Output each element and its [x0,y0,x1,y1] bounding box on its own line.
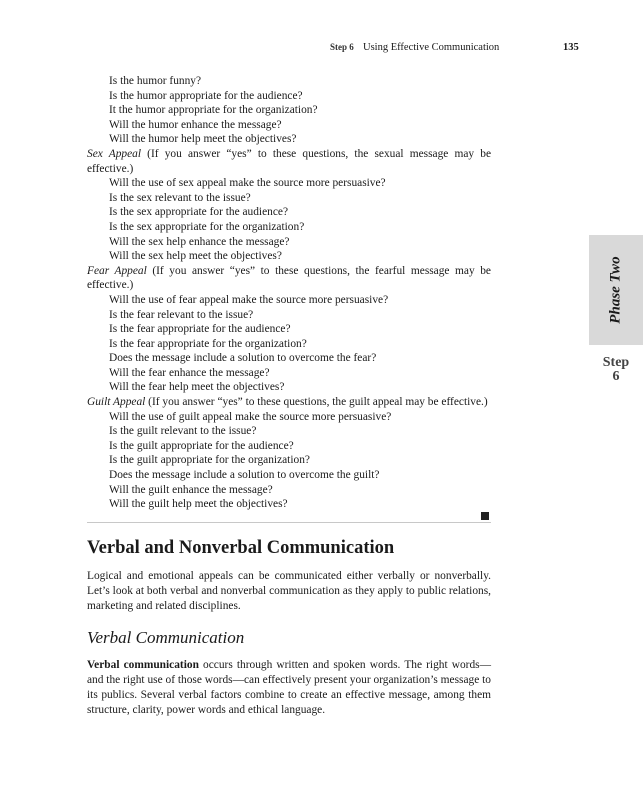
fear-appeal-instruction: (If you answer “yes” to these questions, the fearful message may be effective.) [87,264,491,292]
side-step-number: 6 [612,369,620,384]
humor-question: Is the humor funny? [109,75,202,87]
section-heading: Verbal and Nonverbal Communication [87,537,395,558]
sex-appeal-question: Will the sex help enhance the message? [109,235,290,248]
fear-appeal-question: Will the use of fear appeal make the source more persuasive? [109,293,389,306]
humor-question: It the humor appropriate for the organization? [109,104,318,117]
end-square-icon [481,512,489,520]
humor-question: Is the humor appropriate for the audience? [109,89,303,102]
guilt-appeal-question: Will the guilt help meet the objectives? [109,498,288,511]
fear-appeal-intro [87,264,491,293]
fear-appeal-question: Is the fear appropriate for the organization? [109,337,307,350]
sex-appeal-question: Will the sex help meet the objectives? [109,250,282,263]
sex-appeal-instruction: (If you answer “yes” to these questions, the sexual message may be effective.) [87,147,491,175]
subsection-paragraph-text: occurs through written and spoken words. The right words—and the right use of those words—can effectively present your organization’s message to its publics. Several verbal factors combine to create an effective message, among them structure, clarity, power words and ethical language. [87,658,491,716]
guilt-appeal-question: Does the message include a solution to overcome the guilt? [109,469,380,482]
fear-appeal-question: Is the fear appropriate for the audience? [109,323,291,336]
sex-appeal-question: Is the sex appropriate for the organization? [109,220,305,233]
guilt-appeal-title: Guilt Appeal [87,396,146,409]
humor-question: Will the humor enhance the message? [109,118,282,131]
page-number: 135 [563,42,579,53]
sex-appeal-question-list [87,176,491,264]
humor-question-list [87,74,491,147]
humor-question: Will the humor help meet the objectives? [109,133,297,146]
sex-appeal-intro [87,147,491,176]
guilt-appeal-question: Will the guilt enhance the message? [109,483,273,496]
fear-appeal-question: Will the fear enhance the message? [109,366,270,379]
fear-appeal-title: Fear Appeal [87,264,147,277]
phase-side-tab [589,235,643,345]
sex-appeal-title: Sex Appeal [87,147,142,160]
phase-label: Phase Two [607,256,624,324]
sex-appeal-question: Is the sex relevant to the issue? [109,191,251,204]
running-head-chapter-title: Using Effective Communication [363,42,500,53]
page-content [87,74,491,718]
fear-appeal-question: Will the fear help meet the objectives? [109,381,285,394]
fear-appeal-question-list [87,293,491,395]
fear-appeal-question: Does the message include a solution to overcome the fear? [109,352,377,365]
guilt-appeal-question: Will the use of guilt appeal make the source more persuasive? [109,410,392,423]
subsection-heading: Verbal Communication [87,627,245,647]
subsection-paragraph [87,658,491,718]
guilt-appeal-intro [87,395,491,410]
side-step-marker [589,356,643,384]
running-head [0,42,643,58]
section-paragraph: Logical and emotional appeals can be communicated either verbally or nonverbally. Let’s look at both verbal and nonverbal communication as they apply to public relations, marketing and related disciplines. [87,569,491,612]
guilt-appeal-question: Is the guilt relevant to the issue? [109,425,257,438]
key-term: Verbal communication [87,658,199,671]
sex-appeal-question: Will the use of sex appeal make the source more persuasive? [109,177,386,190]
running-head-step: Step 6 [330,42,354,52]
box-end-rule [87,512,491,523]
guilt-appeal-question: Is the guilt appropriate for the audience? [109,439,294,452]
guilt-appeal-question: Is the guilt appropriate for the organization? [109,454,310,467]
sex-appeal-question: Is the sex appropriate for the audience? [109,206,289,219]
side-step-word: Step [602,355,630,370]
guilt-appeal-instruction: (If you answer “yes” to these questions, the guilt appeal may be effective.) [145,396,488,409]
guilt-appeal-question-list [87,410,491,512]
fear-appeal-question: Is the fear relevant to the issue? [109,308,254,321]
